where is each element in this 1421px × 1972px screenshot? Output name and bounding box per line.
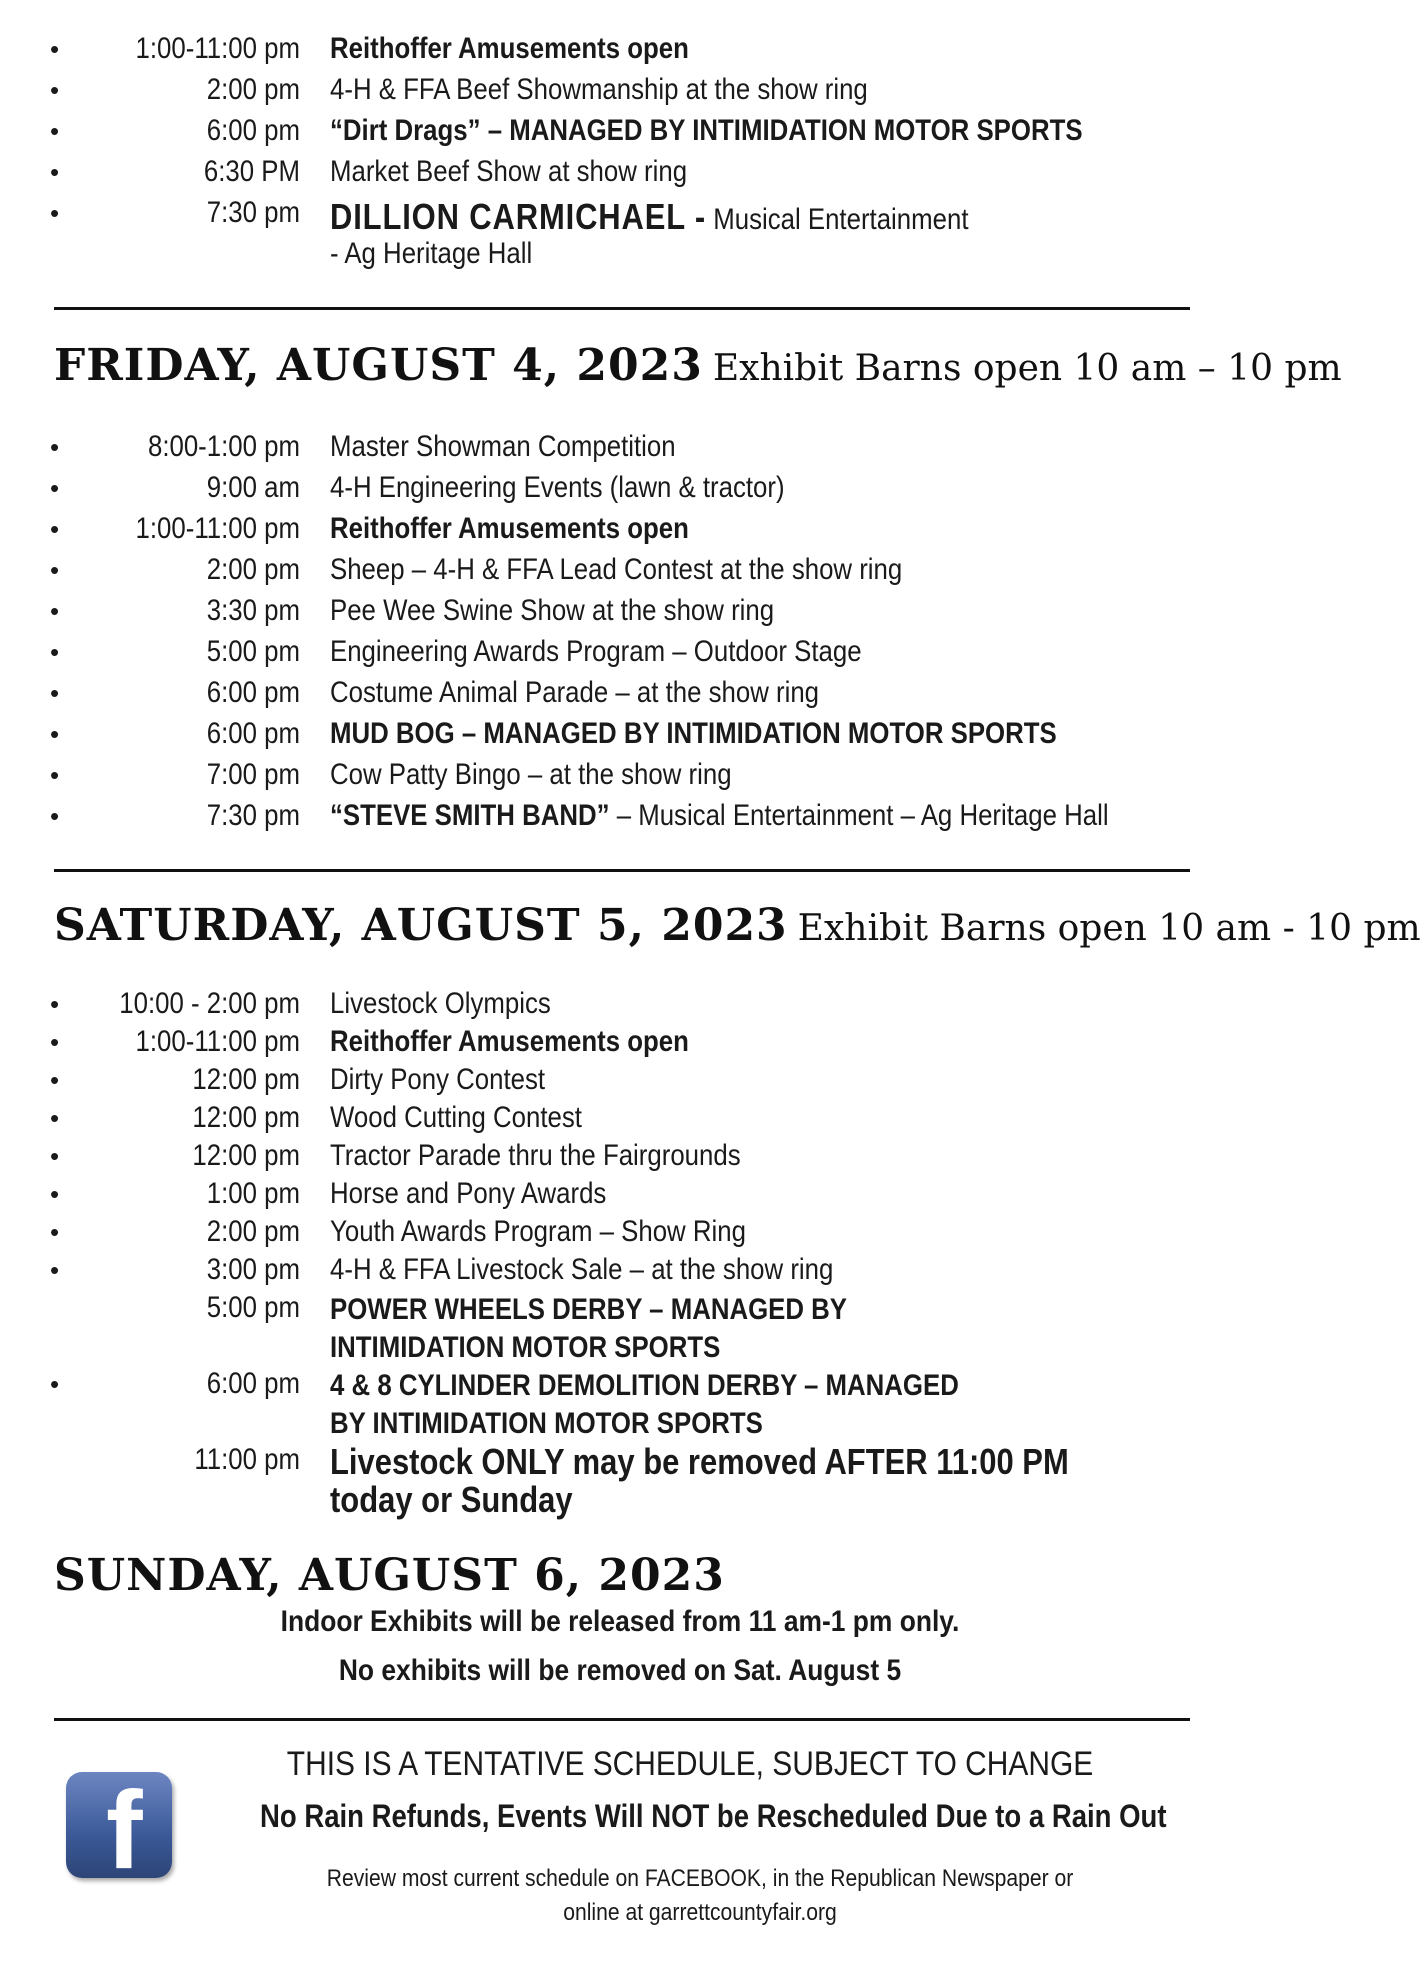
bullet: • (50, 1255, 60, 1285)
bullet: • (50, 678, 60, 708)
bullet: • (50, 514, 60, 544)
event-time: 1:00-11:00 pm (135, 512, 300, 545)
list-item (0, 471, 1240, 509)
day-heading-sunday (54, 1550, 725, 1601)
event-time: 3:00 pm (206, 1253, 300, 1286)
list-item (0, 717, 1240, 755)
list-item (0, 1215, 1240, 1253)
list-item (0, 1441, 1240, 1520)
event-desc: Youth Awards Program – Show Ring (330, 1215, 746, 1248)
bullet: • (50, 719, 60, 749)
event-desc: “Dirt Drags” – MANAGED BY INTIMIDATION MOTOR SPORTS (330, 114, 1083, 147)
tentative-notice: THIS IS A TENTATIVE SCHEDULE, SUBJECT TO CHANGE (286, 1745, 1094, 1783)
day-title: FRIDAY, AUGUST 4, 2023 (54, 340, 703, 391)
day-heading-saturday (54, 900, 1421, 951)
event-time: 2:00 pm (206, 73, 300, 106)
event-time: 6:00 pm (206, 676, 300, 709)
list-item (0, 114, 1240, 152)
event-time: 8:00-1:00 pm (147, 430, 300, 463)
day-title: SUNDAY, AUGUST 6, 2023 (54, 1550, 725, 1601)
barns-hours: Exhibit Barns open 10 am – 10 pm (712, 348, 1342, 389)
bullet: • (50, 1065, 60, 1095)
performer-name: “STEVE SMITH BAND” (330, 799, 610, 832)
event-time: 12:00 pm (192, 1139, 300, 1172)
event-desc: Tractor Parade thru the Fairgrounds (330, 1139, 741, 1172)
event-desc: Master Showman Competition (330, 430, 676, 463)
bullet: • (50, 157, 60, 187)
event-desc: Horse and Pony Awards (330, 1177, 607, 1210)
event-desc (330, 799, 1109, 833)
bullet: • (50, 75, 60, 105)
bullet: • (50, 116, 60, 146)
bullet: • (50, 555, 60, 585)
divider (54, 307, 1190, 310)
event-desc (330, 196, 969, 238)
bullet: • (50, 596, 60, 626)
event-desc-rest: – Musical Entertainment – Ag Heritage Hall (609, 799, 1109, 832)
event-time: 1:00-11:00 pm (135, 32, 300, 65)
review-note (304, 1862, 1096, 1930)
event-time: 6:00 pm (206, 1367, 300, 1400)
list-item-continued (0, 237, 1240, 275)
bullet: • (50, 1369, 60, 1399)
list-item (0, 635, 1240, 673)
event-desc: Engineering Awards Program – Outdoor Stage (330, 635, 862, 668)
bullet: • (50, 637, 60, 667)
event-time: 12:00 pm (192, 1101, 300, 1134)
day-title: SATURDAY, AUGUST 5, 2023 (54, 900, 788, 951)
event-time: 7:00 pm (206, 758, 300, 791)
event-time: 12:00 pm (192, 1063, 300, 1096)
event-time: 5:00 pm (206, 635, 300, 668)
event-desc: Market Beef Show at show ring (330, 155, 688, 188)
event-desc: MUD BOG – MANAGED BY INTIMIDATION MOTOR SPORTS (330, 717, 1057, 750)
event-desc: Pee Wee Swine Show at the show ring (330, 594, 775, 627)
event-desc-line2: - Ag Heritage Hall (330, 237, 533, 270)
bullet: • (50, 1027, 60, 1057)
bullet: • (50, 1141, 60, 1171)
event-time: 2:00 pm (206, 1215, 300, 1248)
event-desc: POWER WHEELS DERBY – MANAGED BY INTIMIDATION MOTOR SPORTS (330, 1293, 847, 1364)
facebook-icon: f (66, 1772, 172, 1878)
review-line-1: Review most current schedule on FACEBOOK, in the Republican Newspaper or (326, 1865, 1074, 1892)
event-desc: 4 & 8 CYLINDER DEMOLITION DERBY – MANAGED BY INTIMIDATION MOTOR SPORTS (330, 1369, 959, 1440)
list-item (0, 1063, 1240, 1101)
event-time: 5:00 pm (206, 1291, 300, 1324)
review-line-2: online at garrettcountyfair.org (563, 1899, 837, 1926)
bullet: • (50, 473, 60, 503)
list-item (0, 1177, 1240, 1215)
event-desc: Reithoffer Amusements open (330, 32, 689, 65)
list-item (0, 1367, 1240, 1440)
list-item (0, 676, 1240, 714)
list-item (0, 430, 1240, 468)
event-time: 6:30 PM (203, 155, 300, 188)
bullet: • (50, 1217, 60, 1247)
bullet: • (50, 760, 60, 790)
event-desc: Reithoffer Amusements open (330, 512, 689, 545)
event-time: 10:00 - 2:00 pm (119, 987, 300, 1020)
event-time: 6:00 pm (206, 717, 300, 750)
event-desc: 4-H Engineering Events (lawn & tractor) (330, 471, 785, 504)
event-time: 7:30 pm (206, 799, 300, 832)
bullet: • (50, 1179, 60, 1209)
event-desc: Dirty Pony Contest (330, 1063, 546, 1096)
event-desc: Wood Cutting Contest (330, 1101, 582, 1134)
bullet: • (50, 801, 60, 831)
bullet: • (50, 198, 60, 228)
event-desc: 4-H & FFA Beef Showmanship at the show ring (330, 73, 868, 106)
rain-policy: No Rain Refunds, Events Will NOT be Rescheduled Due to a Rain Out (260, 1798, 1167, 1834)
list-item (0, 553, 1240, 591)
event-time: 1:00-11:00 pm (135, 1025, 300, 1058)
event-time: 2:00 pm (206, 553, 300, 586)
list-item (0, 73, 1240, 111)
event-desc: 4-H & FFA Livestock Sale – at the show ring (330, 1253, 834, 1286)
list-item (0, 196, 1240, 237)
sunday-note-2: No exhibits will be removed on Sat. August 5 (338, 1654, 902, 1687)
event-desc: Livestock ONLY may be removed AFTER 11:00 PM today or Sunday (330, 1441, 1069, 1520)
event-desc-rest: Musical Entertainment (706, 203, 969, 236)
performer-name: DILLION CARMICHAEL - (330, 196, 707, 237)
divider (54, 1718, 1190, 1721)
event-desc: Costume Animal Parade – at the show ring (330, 676, 820, 709)
list-item (0, 1101, 1240, 1139)
day-heading-friday (54, 340, 1342, 391)
event-desc: Reithoffer Amusements open (330, 1025, 689, 1058)
event-desc: Sheep – 4-H & FFA Lead Contest at the show ring (330, 553, 903, 586)
event-desc: Cow Patty Bingo – at the show ring (330, 758, 732, 791)
list-item (0, 987, 1240, 1025)
list-item (0, 32, 1240, 70)
event-time: 6:00 pm (206, 114, 300, 147)
event-time: 7:30 pm (206, 196, 300, 229)
divider (54, 869, 1190, 872)
bullet: • (50, 1103, 60, 1133)
list-item (0, 1025, 1240, 1063)
bullet: • (50, 432, 60, 462)
sunday-note-1: Indoor Exhibits will be released from 11 am-1 pm only. (280, 1605, 960, 1638)
event-desc: Livestock Olympics (330, 987, 551, 1020)
event-time: 1:00 pm (206, 1177, 300, 1210)
event-time: 9:00 am (206, 471, 300, 504)
list-item (0, 758, 1240, 796)
list-item (0, 1291, 1240, 1364)
list-item (0, 1139, 1240, 1177)
list-item (0, 155, 1240, 193)
bullet: • (50, 34, 60, 64)
list-item (0, 1253, 1240, 1291)
list-item (0, 512, 1240, 550)
event-time: 3:30 pm (206, 594, 300, 627)
event-time: 11:00 pm (194, 1443, 300, 1476)
list-item (0, 799, 1240, 837)
bullet: • (50, 989, 60, 1019)
barns-hours: Exhibit Barns open 10 am - 10 pm (797, 908, 1421, 949)
list-item (0, 594, 1240, 632)
